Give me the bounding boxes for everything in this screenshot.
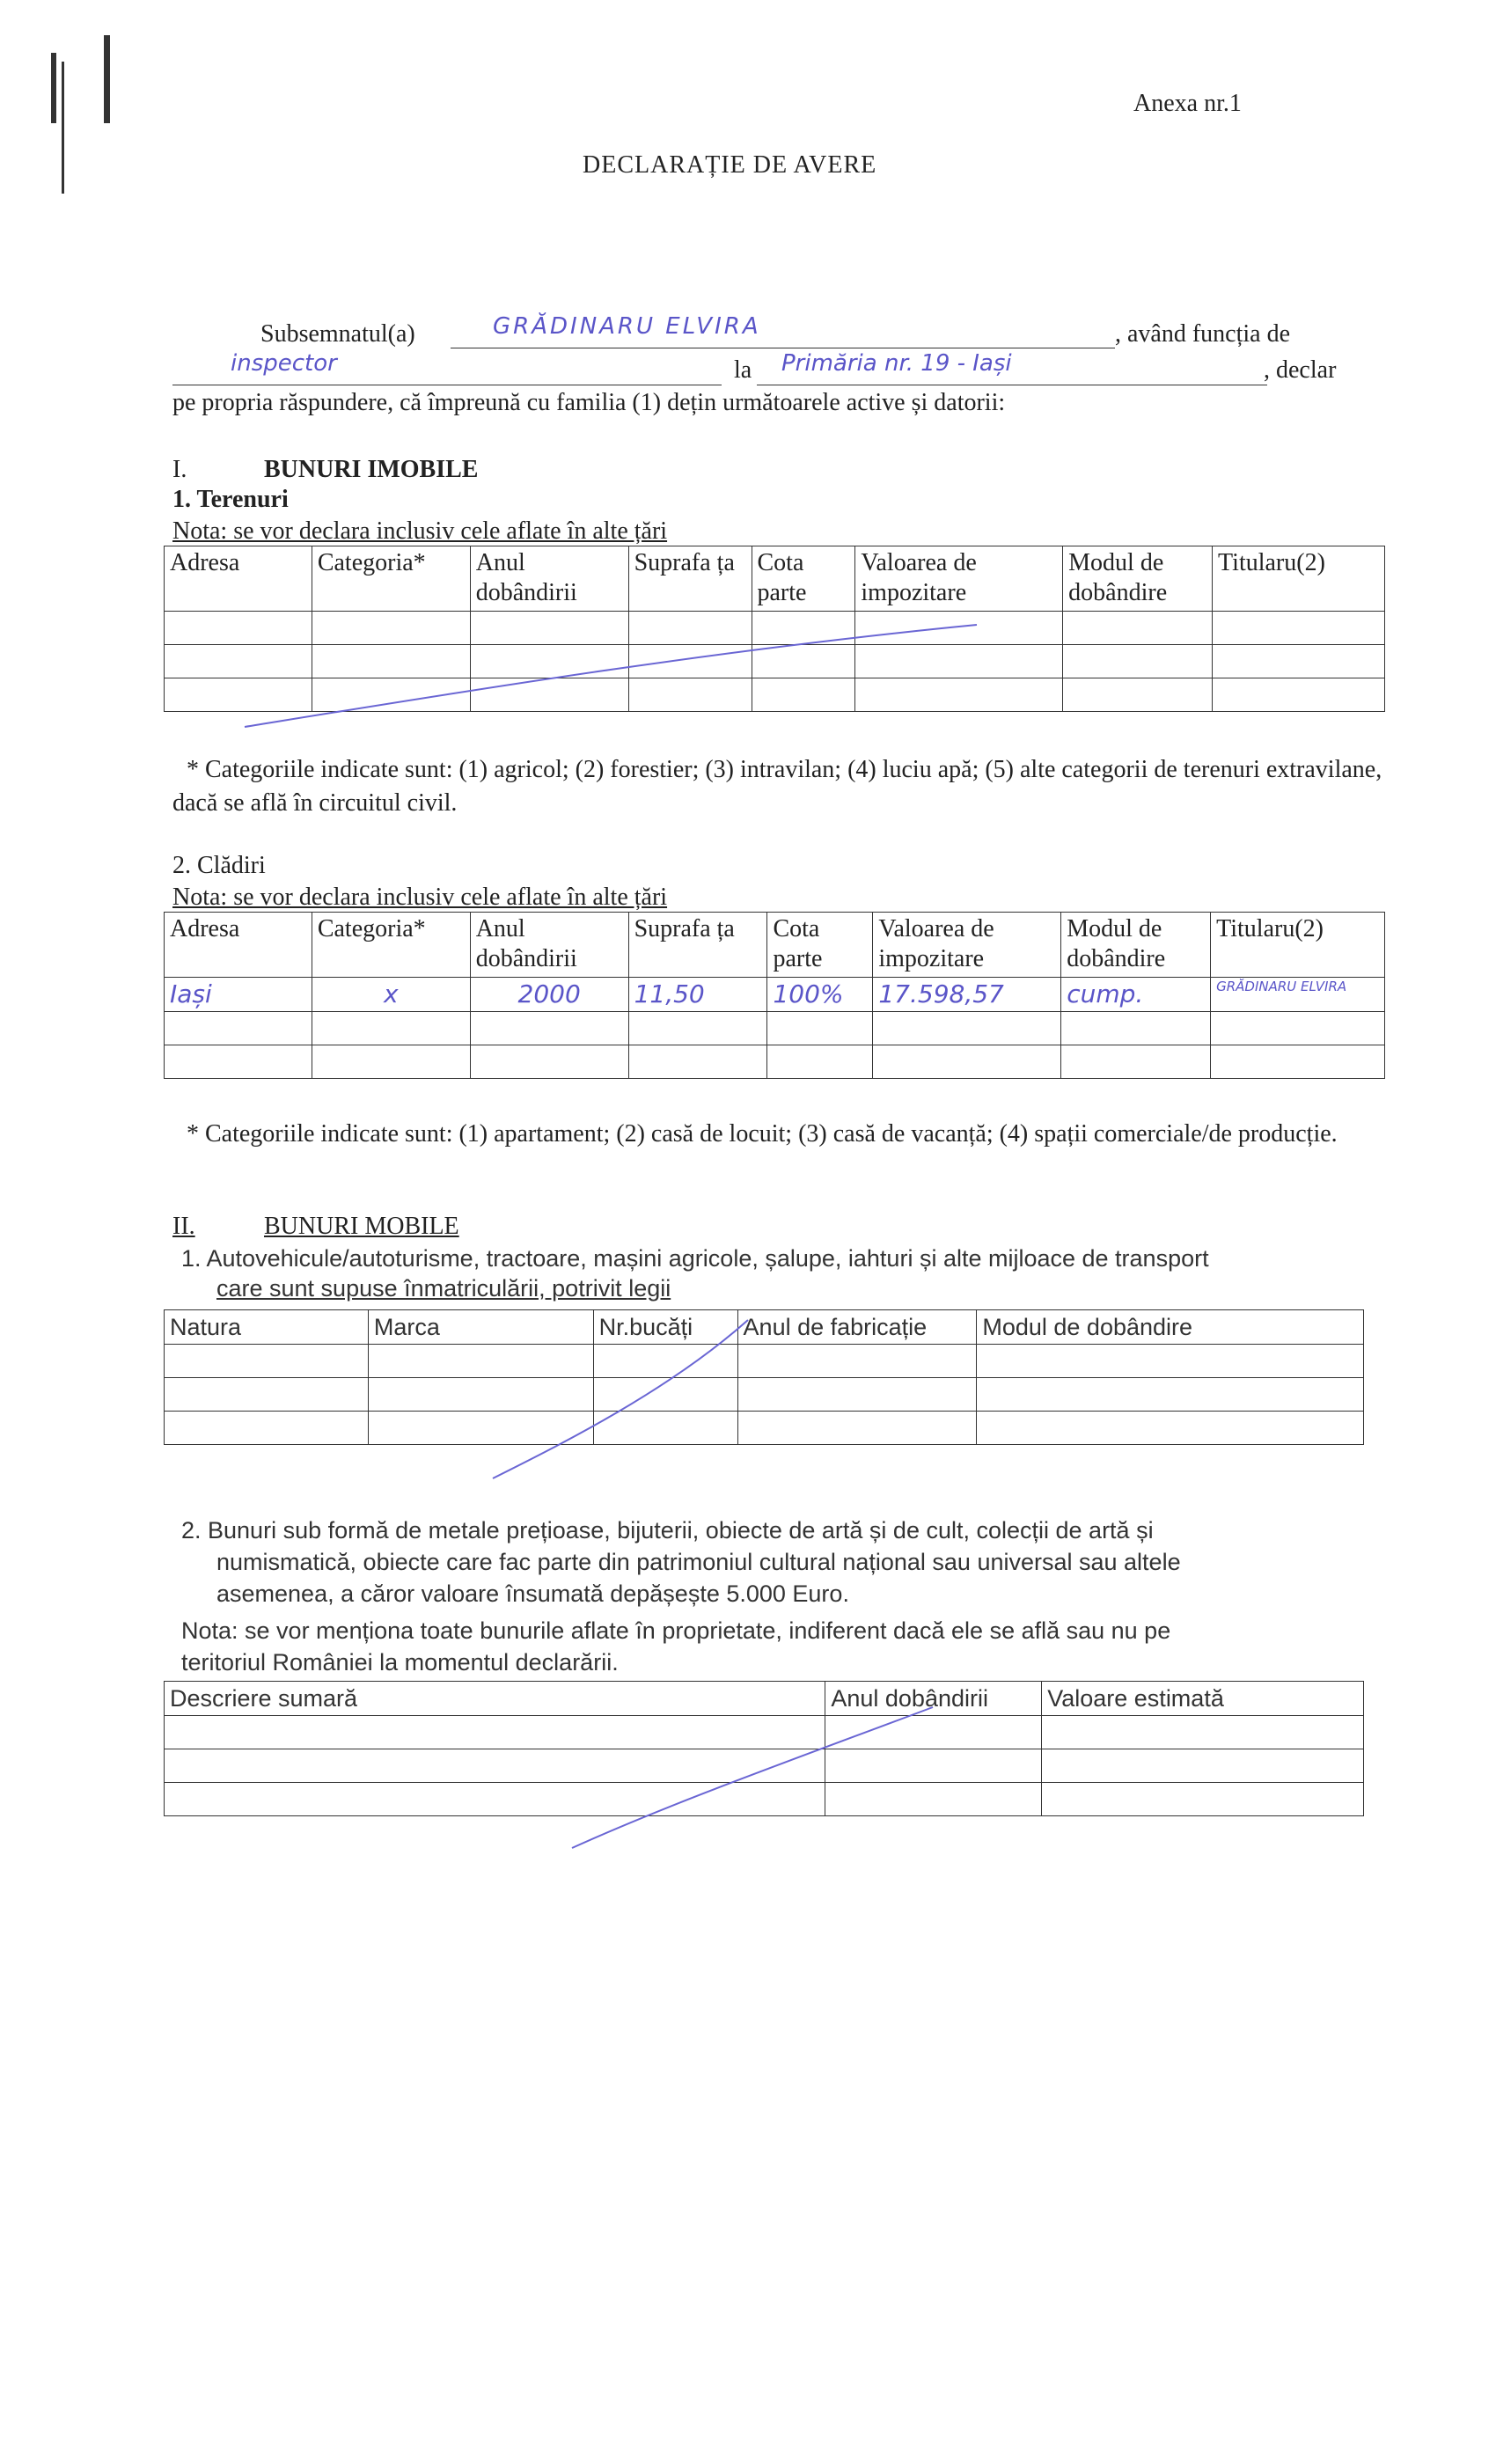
col-valoarea: Valoarea de impozitare xyxy=(873,913,1061,978)
table-row xyxy=(165,678,1385,712)
table-row xyxy=(165,1749,1364,1783)
table-row xyxy=(165,1045,1385,1079)
cell-titular: GRĂDINARU ELVIRA xyxy=(1211,978,1385,1012)
cell-suprafata: 11,50 xyxy=(628,978,767,1012)
col-cota: Cota parte xyxy=(752,546,855,612)
name-handwritten: GRĂDINARU ELVIRA xyxy=(493,313,761,340)
intro-line3: pe propria răspundere, că împreună cu familia (1) dețin următoarele active și datorii: xyxy=(172,389,1006,416)
scan-mark xyxy=(62,62,64,194)
col-titular: Titularu(2) xyxy=(1211,913,1385,978)
scan-mark xyxy=(104,35,110,123)
cell-cota: 100% xyxy=(767,978,873,1012)
table-row xyxy=(165,978,1385,1012)
col-valoare: Valoare estimată xyxy=(1042,1682,1364,1716)
cladiri-table xyxy=(164,912,1385,1079)
col-an-dobandire: Anul dobândirii xyxy=(825,1682,1042,1716)
la-label: la xyxy=(734,356,752,384)
table-row xyxy=(165,645,1385,678)
cladiri-heading: 2. Clădiri xyxy=(172,852,266,879)
table-row xyxy=(165,1378,1364,1412)
col-modul: Modul de dobândire xyxy=(1063,546,1213,612)
declar-label: , declar xyxy=(1264,356,1337,384)
scan-mark xyxy=(51,53,56,123)
page-title: DECLARAȚIE DE AVERE xyxy=(583,151,877,179)
bunuri-note1: Nota: se vor menționa toate bunurile aflate în proprietate, indiferent dacă ele se află sau nu pe xyxy=(181,1617,1171,1644)
cell-modul: cump. xyxy=(1061,978,1211,1012)
function-label: , având funcția de xyxy=(1115,320,1291,348)
col-modul: Modul de dobândire xyxy=(1061,913,1211,978)
terenuri-heading: 1. Terenuri xyxy=(172,486,289,513)
vehicule-heading2: care sunt supuse înmatriculării, potrivit legii xyxy=(216,1275,671,1302)
cell-anul: 2000 xyxy=(470,978,628,1012)
terenuri-note: Nota: se vor declara inclusiv cele aflate în alte țări xyxy=(172,517,668,545)
section1-number: I. xyxy=(172,456,187,483)
col-valoarea: Valoarea de impozitare xyxy=(855,546,1063,612)
col-marca: Marca xyxy=(368,1310,593,1345)
table-row xyxy=(165,1783,1364,1816)
section1-title: BUNURI IMOBILE xyxy=(264,456,479,483)
col-natura: Natura xyxy=(165,1310,369,1345)
section2-number: II. xyxy=(172,1213,195,1240)
col-bucati: Nr.bucăți xyxy=(593,1310,737,1345)
col-descriere: Descriere sumară xyxy=(165,1682,825,1716)
bunuri-p3: asemenea, a căror valoare însumată depășește 5.000 Euro. xyxy=(216,1580,849,1607)
table-row xyxy=(165,1412,1364,1445)
col-categoria: Categoria* xyxy=(312,913,470,978)
vehicule-heading: 1. Autovehicule/autoturisme, tractoare, mașini agricole, șalupe, iahturi și alte mijloace de transport xyxy=(181,1245,1209,1272)
bunuri-table xyxy=(164,1681,1364,1816)
cladiri-footnote: * Categoriile indicate sunt: (1) apartament; (2) casă de locuit; (3) casă de vacanță; (4) spații comerciale/de producție. xyxy=(187,1120,1338,1148)
col-modul: Modul de dobândire xyxy=(977,1310,1364,1345)
table-row xyxy=(165,1716,1364,1749)
col-suprafata: Suprafa ța xyxy=(628,913,767,978)
cell-adresa: Iași xyxy=(165,978,312,1012)
annex-label: Anexa nr.1 xyxy=(1133,90,1242,117)
col-cota: Cota parte xyxy=(767,913,873,978)
cell-categoria: x xyxy=(312,978,470,1012)
col-categoria: Categoria* xyxy=(312,546,470,612)
vehicule-table xyxy=(164,1309,1364,1445)
col-adresa: Adresa xyxy=(165,546,312,612)
bunuri-note2: teritoriul României la momentul declarării. xyxy=(181,1649,619,1676)
table-row xyxy=(165,1345,1364,1378)
col-anul: Anul dobândirii xyxy=(470,546,628,612)
terenuri-footnote: * Categoriile indicate sunt: (1) agricol; (2) forestier; (3) intravilan; (4) luciu apă; (5) alte categorii de terenuri extravilane, dacă se află în circuitul civil. xyxy=(172,756,1382,817)
col-an-fabricatie: Anul de fabricație xyxy=(737,1310,977,1345)
col-titular: Titularu(2) xyxy=(1213,546,1385,612)
col-anul: Anul dobândirii xyxy=(470,913,628,978)
col-suprafata: Suprafa ța xyxy=(628,546,752,612)
cell-valoarea: 17.598,57 xyxy=(873,978,1061,1012)
section2-title: BUNURI MOBILE xyxy=(264,1213,459,1240)
table-row xyxy=(165,612,1385,645)
subsemnatul-label: Subsemnatul(a) xyxy=(260,320,415,348)
terenuri-table xyxy=(164,546,1385,712)
bunuri-p1: 2. Bunuri sub formă de metale prețioase, bijuterii, obiecte de artă și de cult, colecții de artă și xyxy=(181,1517,1154,1544)
col-adresa: Adresa xyxy=(165,913,312,978)
bunuri-p2: numismatică, obiecte care fac parte din patrimoniul cultural național sau universal sau altele xyxy=(216,1549,1181,1575)
cladiri-note: Nota: se vor declara inclusiv cele aflate în alte țări xyxy=(172,884,668,911)
employer-handwritten: Primăria nr. 19 - Iași xyxy=(781,350,1012,377)
table-row xyxy=(165,1012,1385,1045)
function-handwritten: inspector xyxy=(231,350,337,377)
